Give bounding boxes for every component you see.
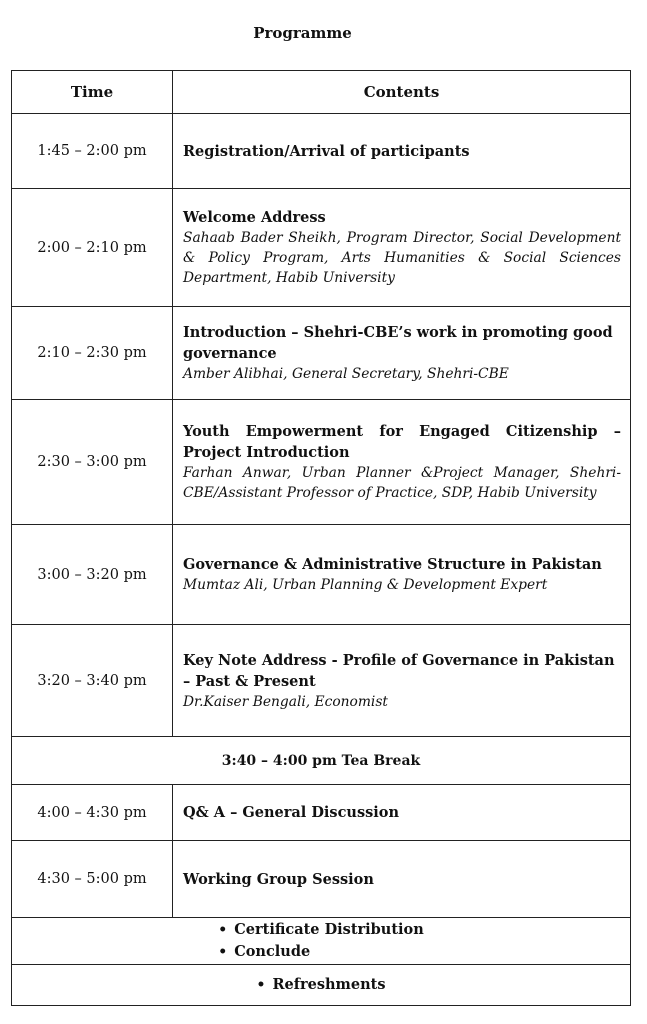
session-title: Key Note Address - Profile of Governance in Pakistan – Past & Present [183,651,615,690]
content-cell [173,114,631,189]
session-title: Welcome Address [183,209,326,226]
table-row [12,625,631,737]
contents-column-header: Contents [173,71,631,114]
session-title: Working Group Session [183,870,374,888]
session-speaker: Sahaab Bader Sheikh, Program Director, Social Development & Policy Program, Arts Humanities & Social Sciences Department, Habib University [183,230,621,286]
table-row [12,189,631,307]
programme-table [11,70,631,1006]
content-cell [173,785,631,841]
list-item: • Refreshments [256,974,385,996]
session-speaker: Amber Alibhai, General Secretary, Shehri-CBE [183,366,509,382]
session-title: Governance & Administrative Structure in Pakistan [183,556,602,573]
table-row [12,525,631,625]
table-row [12,114,631,189]
session-title: Introduction – Shehri-CBE’s work in promoting good governance [183,324,613,362]
time-column-header: Time [12,71,173,114]
closing-bullet-list [218,919,424,963]
page-title: Programme [253,24,352,42]
time-cell: 3:00 – 3:20 pm [12,525,173,625]
final-cell [12,965,631,1006]
content-cell [173,525,631,625]
time-cell: 3:20 – 3:40 pm [12,625,173,737]
tea-break-cell: 3:40 – 4:00 pm Tea Break [12,737,631,785]
content-cell [173,400,631,525]
time-cell: 4:30 – 5:00 pm [12,841,173,918]
tea-break-row [12,737,631,785]
table-row [12,785,631,841]
session-speaker: Farhan Anwar, Urban Planner &Project Manager, Shehri-CBE/Assistant Professor of Practice, SDP, Habib University [183,465,621,501]
content-cell [173,625,631,737]
closing-cell [12,918,631,965]
closing-row [12,918,631,965]
session-speaker: Dr.Kaiser Bengali, Economist [183,693,388,710]
time-cell: 2:10 – 2:30 pm [12,307,173,400]
session-speaker: Mumtaz Ali, Urban Planning & Development Expert [183,577,548,593]
content-cell [173,189,631,307]
table-row [12,400,631,525]
session-title: Registration/Arrival of participants [183,142,470,160]
session-title: Youth Empowerment for Engaged Citizenship – Project Introduction [183,423,621,461]
time-cell: 1:45 – 2:00 pm [12,114,173,189]
time-cell: 2:30 – 3:00 pm [12,400,173,525]
time-cell: 4:00 – 4:30 pm [12,785,173,841]
content-cell [173,307,631,400]
list-item: • Certificate Distribution [218,919,424,941]
list-item: • Conclude [218,941,424,963]
table-header-row [12,71,631,114]
table-row [12,841,631,918]
final-row [12,965,631,1006]
final-bullet-list [256,974,385,996]
session-title: Q& A – General Discussion [183,804,399,821]
content-cell [173,841,631,918]
time-cell: 2:00 – 2:10 pm [12,189,173,307]
table-row [12,307,631,400]
